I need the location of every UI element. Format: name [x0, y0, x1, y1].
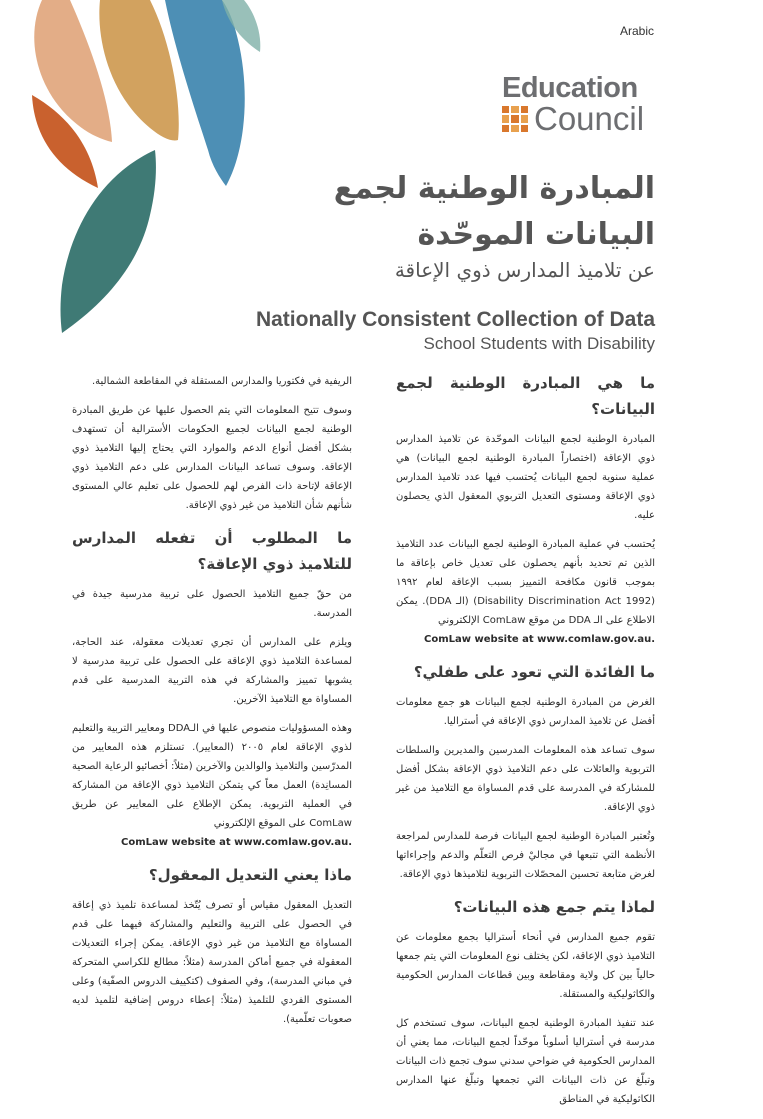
paragraph	[72, 719, 352, 852]
logo-line1: Education	[502, 72, 638, 104]
paragraph: وتُعتبر المبادرة الوطنية لجمع البيانات فرصة للمدارس لمراجعة الأنظمة التي تتبعها في مجاليْ فرص التعلّم والدعم وإجراءاتها لغرض متابعة تحسين المحصّلات التربوية لتلاميذها ذوي الإعاقة.	[396, 831, 655, 880]
paragraph	[396, 535, 655, 649]
paragraph: المبادرة الوطنية لجمع البيانات الموحّدة عن تلاميذ المدارس ذوي الإعاقة (اختصاراً المبادرة الوطنية لجمع البيانات) هي عملية سنوية لجمع البيانات يُحتسب فيها عدد تلاميذ المدارس ذوي الإعاقة ومستوى التعديل التربوي المعقول الذي يحصلون عليه.	[396, 434, 655, 521]
paragraph: عند تنفيذ المبادرة الوطنية لجمع البيانات، سوف تستخدم كل مدرسة في أستراليا أسلوباً موحّداً لجمع البيانات، مما يعني أن المدارس الحكومية في ضواحي سدني سوف تجمع ذات البيانات وتبلّغ عن ذات البيانات التي تجمعها وتبلّغ عنها المدارس الكاثوليكية في المناطق	[396, 1018, 655, 1105]
paragraph: سوف تساعد هذه المعلومات المدرسين والمديرين والسلطات التربوية والعائلات على دعم التلاميذ ذوي الإعاقة بشكل أفضل للمشاركة في المدرسة على قدم المساواة مع التلاميذ من غير ذوي الإعاقة.	[396, 745, 655, 813]
section-heading: ما الفائدة التي تعود على طفلي؟	[413, 663, 655, 681]
tan-leaf	[99, 0, 178, 141]
paragraph-text: يُحتسب في عملية المبادرة الوطنية لجمع البيانات عدد التلاميذ الذين تم تحديد بأنهم يحصلون على تعديل خاص بإعاقة ما بموجب قانون مكافحة التمييز بسبب الإعاقة لعام ١٩٩٢ (Disability Discrimination Act 1992) (الـ DDA). يمكن الاطلاع على الـ DDA من موقع ComLaw الإلكتروني	[396, 539, 655, 626]
paragraph-text: وهذه المسؤوليات منصوص عليها في الـDDA ومعايير التربية والتعليم لذوي الإعاقة لعام ٢٠٠٥ (المعايير). تستلزم هذه المعايير من المدرّسين والتلاميذ والوالدين والآخرين (مثلاً: أخصائيو الرعاية الصحية المسانِدة) العمل معاً كي يتمكن التلاميذ ذوي الإعاقة من المشاركة في العملية التربوية. يمكن الإطلاع على المعايير عن طريق ComLaw على الموقع الإلكتروني	[72, 723, 352, 829]
page-title-arabic: المبادرة الوطنية لجمع البيانات الموحّدة	[333, 171, 655, 252]
paragraph: من حقّ جميع التلاميذ الحصول على تربية مدرسية جيدة في المدرسة.	[72, 589, 352, 619]
section-heading: ما المطلوب أن تفعله المدارس للتلاميذ ذوي الإعاقة؟	[72, 529, 352, 573]
section-heading: ماذا يعني التعديل المعقول؟	[148, 866, 352, 884]
comlaw-link[interactable]: ComLaw website at www.comlaw.gov.au.	[424, 634, 655, 645]
section-heading: ما هي المبادرة الوطنية لجمع البيانات؟	[396, 374, 655, 418]
leaf-artwork	[0, 0, 270, 340]
blue-leaf	[165, 0, 245, 186]
left-column	[72, 372, 352, 1039]
paragraph: الغرض من المبادرة الوطنية لجمع البيانات هو جمع معلومات أفضل عن تلاميذ المدارس ذوي الإعاقة في أستراليا.	[396, 697, 655, 727]
paragraph: التعديل المعقول مقياس أو تصرف يُتّخذ لمساعدة تلميذ ذي إعاقة في الحصول على التربية والتعليم والمشاركة فيهما على قدم المساواة مع التلاميذ من غير ذوي الإعاقة. يمكن إجراء التعديلات المعقولة في جميع أماكن المدرسة (مثلاً: مطالع للكراسي المتحركة في مباني المدرسة)، وفي الصفوف (كتكييف الدروس الصفّية) وعلى المستوى الفردي للتلميذ (مثلاً: إعطاء دروس إضافية لتلميذ لديه صعوبات تعلّمية).	[72, 900, 352, 1025]
teal-leaf	[61, 150, 156, 333]
paragraph: تقوم جميع المدارس في أنحاء أستراليا بجمع معلومات عن التلاميذ ذوي الإعاقة، لكن يختلف نوع المعلومات التي يتم جمعها حالياً بين كل ولاية ومقاطعة وبين قطاعات المدارس الحكومية والكاثوليكية والمستقلة.	[396, 932, 655, 1000]
paragraph: وسوف تتيح المعلومات التي يتم الحصول عليها عن طريق المبادرة الوطنية لجمع البيانات لجميع الحكومات الأسترالية أن تستهدف بشكل أفضل أنواع الدعم والموارد التي يحتاج إليها التلاميذ ذوي الإعاقة. وسوف تساعد البيانات المدارس على دعم التلاميذ ذوي الإعاقة لإتاحة ذات الفرص لهم للحصول على تعليم عالي المستوى شأنهم شأن التلاميذ من غير ذوي الإعاقة.	[72, 405, 352, 511]
page-subtitle-arabic: عن تلاميذ المدارس ذوي الإعاقة	[394, 258, 655, 282]
paragraph: ويلزم على المدارس أن تجري تعديلات معقولة، عند الحاجة، لمساعدة التلاميذ ذوي الإعاقة على الحصول على تربية مدرسية لا يشوبها تمييز والمشاركة في هذه التربية المدرسية على قدم المساواة مع التلاميذ الآخرين.	[72, 637, 352, 705]
logo-line2: Council	[534, 100, 645, 137]
page-title-english: Nationally Consistent Collection of Data	[255, 308, 655, 331]
section-heading: لماذا يتم جمع هذه البيانات؟	[453, 898, 655, 916]
right-column	[396, 370, 655, 1119]
language-label: Arabic	[620, 24, 655, 38]
education-council-logo	[502, 72, 662, 136]
comlaw-link[interactable]: ComLaw website at www.comlaw.gov.au.	[121, 837, 352, 848]
paragraph: الريفية في فكتوريا والمدارس المستقلة في المقاطعة الشمالية.	[92, 376, 352, 387]
logo-grid-icon	[502, 106, 528, 132]
page-subtitle-english: School Students with Disability	[423, 334, 655, 353]
